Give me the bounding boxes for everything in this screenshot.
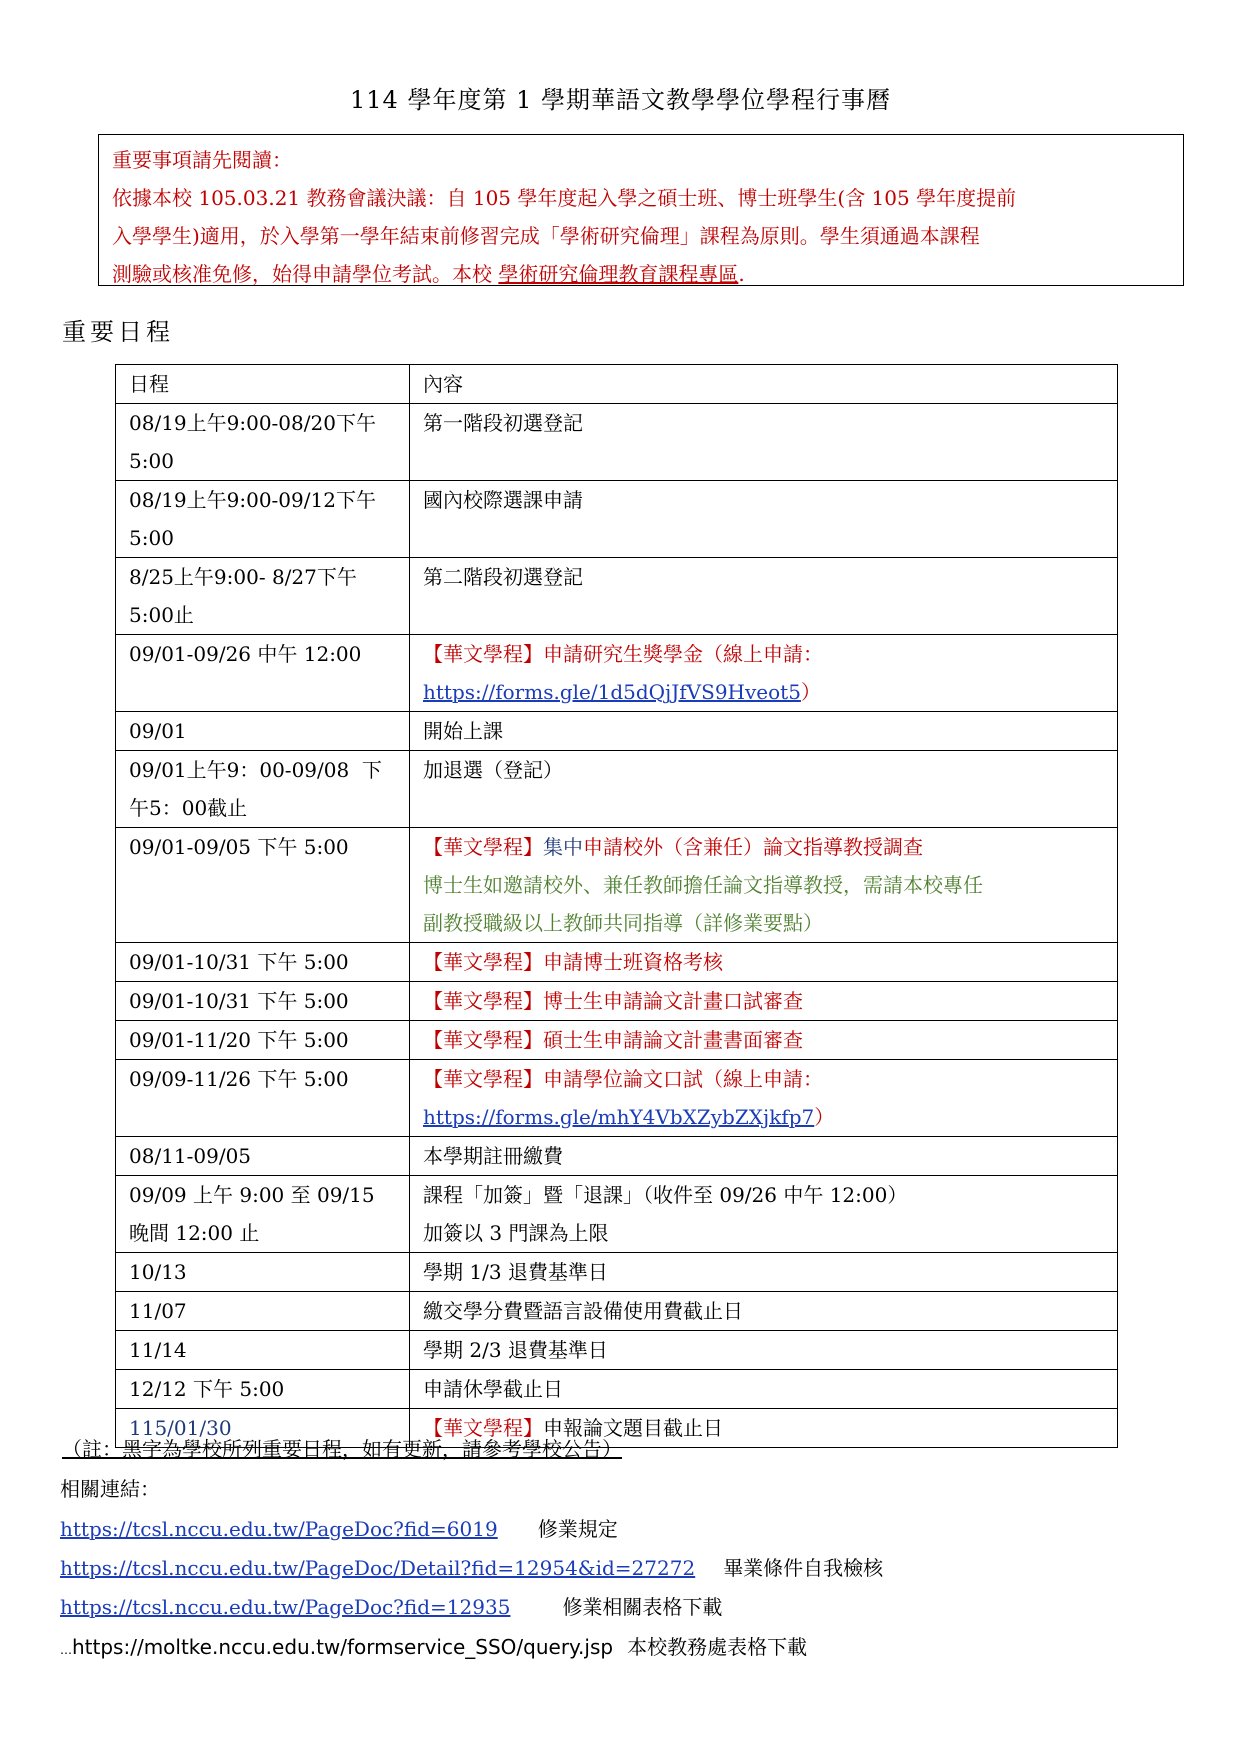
- related-link-row: …https://moltke.nccu.edu.tw/formservice_SSO/query.jsp 本校教務處表格下載: [60, 1635, 808, 1659]
- graduation-check-link[interactable]: https://tcsl.nccu.edu.tw/PageDoc/Detail?fid=12954&id=27272: [60, 1556, 696, 1580]
- content-cell: 第二階段初選登記: [410, 558, 1118, 635]
- content-cell: 國內校際選課申請: [410, 481, 1118, 558]
- content-cell: 【華文學程】集中申請校外（含兼任）論文指導教授調查 博士生如邀請校外、兼任教師擔任論文指導教授，需請本校專任 副教授職級以上教師共同指導（詳修業要點）: [410, 828, 1118, 943]
- date-cell: 08/11-09/05: [116, 1137, 410, 1176]
- content-cell: 【華文學程】申請博士班資格考核: [410, 943, 1118, 982]
- table-row: [116, 1021, 1118, 1060]
- date-cell: 08/19上午9:00-08/20下午 5:00: [116, 404, 410, 481]
- content-cell: 課程「加簽」暨「退課」（收件至 09/26 中午 12:00） 加簽以 3 門課為上限: [410, 1176, 1118, 1253]
- related-links-label: 相關連結：: [60, 1477, 160, 1501]
- related-link-row: https://tcsl.nccu.edu.tw/PageDoc/Detail?fid=12954&id=27272 畢業條件自我檢核: [60, 1556, 884, 1580]
- date-cell: 10/13: [116, 1253, 410, 1292]
- date-cell: 09/01-11/20 下午 5:00: [116, 1021, 410, 1060]
- date-cell: 09/01上午9：00-09/08 下 午5：00截止: [116, 751, 410, 828]
- content-cell: 第一階段初選登記: [410, 404, 1118, 481]
- related-link-row: https://tcsl.nccu.edu.tw/PageDoc?fid=6019 修業規定: [60, 1517, 618, 1541]
- footnote: （註：黑字為學校所列重要日程，如有更新，請參考學校公告）: [62, 1437, 622, 1461]
- content-cell: 【華文學程】碩士生申請論文計畫書面審查: [410, 1021, 1118, 1060]
- registrar-forms-link[interactable]: https://moltke.nccu.edu.tw/formservice_SSO/query.jsp: [72, 1635, 614, 1659]
- notice-heading: 重要事項請先閱讀：: [112, 148, 292, 172]
- date-cell: 09/01-10/31 下午 5:00: [116, 943, 410, 982]
- section-heading: 重要日程: [62, 318, 174, 346]
- study-forms-link[interactable]: https://tcsl.nccu.edu.tw/PageDoc?fid=12935: [60, 1595, 511, 1619]
- table-header-row: [116, 365, 1118, 404]
- schedule-table: [115, 364, 1118, 1448]
- notice-text-line: 測驗或核准免修，始得申請學位考試。本校 學術研究倫理教育課程專區.: [112, 262, 745, 286]
- content-cell: 【華文學程】博士生申請論文計畫口試審查: [410, 982, 1118, 1021]
- content-cell: 開始上課: [410, 712, 1118, 751]
- header-content: 內容: [410, 365, 1118, 404]
- notice-text-line: 入學學生)適用，於入學第一學年結束前修習完成「學術研究倫理」課程為原則。學生須通過本課程: [112, 224, 980, 248]
- date-cell: 09/01-09/05 下午 5:00: [116, 828, 410, 943]
- date-cell: 09/09 上午 9:00 至 09/15 晚間 12:00 止: [116, 1176, 410, 1253]
- table-row: [116, 828, 1118, 943]
- date-cell: 09/01: [116, 712, 410, 751]
- oral-exam-form-link[interactable]: https://forms.gle/mhY4VbXZybZXjkfp7: [423, 1105, 815, 1129]
- content-cell: 學期 1/3 退費基準日: [410, 1253, 1118, 1292]
- date-cell: 09/01-09/26 中午 12:00: [116, 635, 410, 712]
- date-cell: 115/01/30: [116, 1409, 410, 1448]
- header-date: 日程: [116, 365, 410, 404]
- date-cell: 11/07: [116, 1292, 410, 1331]
- content-cell: 學期 2/3 退費基準日: [410, 1331, 1118, 1370]
- table-row: [116, 558, 1118, 635]
- content-cell: 【華文學程】申請學位論文口試（線上申請： https://forms.gle/mhY4VbXZybZXjkfp7）: [410, 1060, 1118, 1137]
- research-ethics-course-link[interactable]: 學術研究倫理教育課程專區: [498, 262, 739, 286]
- table-row: [116, 404, 1118, 481]
- table-row: [116, 1060, 1118, 1137]
- table-row: [116, 982, 1118, 1021]
- important-notice-box: [98, 134, 1184, 286]
- content-cell: 【華文學程】申報論文題目截止日: [410, 1409, 1118, 1448]
- table-row: [116, 1137, 1118, 1176]
- table-row: [116, 751, 1118, 828]
- table-row: [116, 1176, 1118, 1253]
- date-cell: 08/19上午9:00-09/12下午 5:00: [116, 481, 410, 558]
- related-link-row: https://tcsl.nccu.edu.tw/PageDoc?fid=12935 修業相關表格下載: [60, 1595, 723, 1619]
- content-cell: 本學期註冊繳費: [410, 1137, 1118, 1176]
- table-row: [116, 1331, 1118, 1370]
- table-row: [116, 635, 1118, 712]
- table-row: [116, 481, 1118, 558]
- date-cell: 8/25上午9:00- 8/27下午 5:00止: [116, 558, 410, 635]
- content-cell: 申請休學截止日: [410, 1370, 1118, 1409]
- table-row: [116, 1292, 1118, 1331]
- study-rules-link[interactable]: https://tcsl.nccu.edu.tw/PageDoc?fid=6019: [60, 1517, 498, 1541]
- table-row: [116, 712, 1118, 751]
- date-cell: 12/12 下午 5:00: [116, 1370, 410, 1409]
- scholarship-form-link[interactable]: https://forms.gle/1d5dQjJfVS9Hveot5: [423, 680, 801, 704]
- table-row: [116, 943, 1118, 982]
- table-row: [116, 1370, 1118, 1409]
- date-cell: 09/01-10/31 下午 5:00: [116, 982, 410, 1021]
- content-cell: 繳交學分費暨語言設備使用費截止日: [410, 1292, 1118, 1331]
- page-title: 114 學年度第 1 學期華語文教學學位學程行事曆: [350, 86, 891, 114]
- content-cell: 【華文學程】申請研究生獎學金（線上申請： https://forms.gle/1d5dQjJfVS9Hveot5）: [410, 635, 1118, 712]
- date-cell: 11/14: [116, 1331, 410, 1370]
- notice-text-line: 依據本校 105.03.21 教務會議決議：自 105 學年度起入學之碩士班、博士班學生(含 105 學年度提前: [112, 186, 1017, 210]
- content-cell: 加退選（登記）: [410, 751, 1118, 828]
- table-row: [116, 1253, 1118, 1292]
- date-cell: 09/09-11/26 下午 5:00: [116, 1060, 410, 1137]
